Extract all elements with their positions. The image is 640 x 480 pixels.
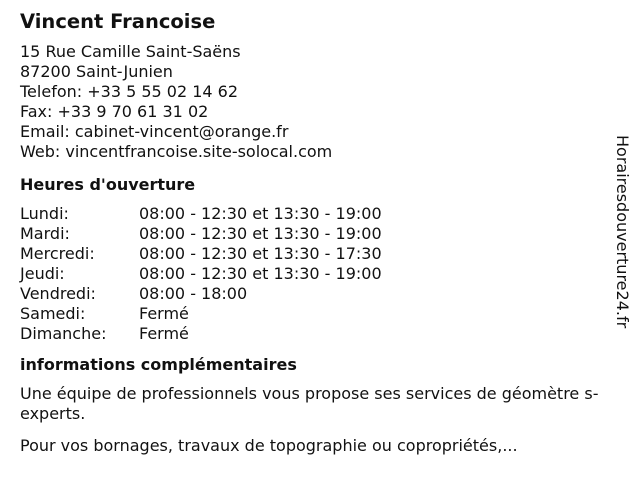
web-line: Web: vincentfrancoise.site-solocal.com [20,142,333,161]
hours-heading: Heures d'ouverture [20,175,196,194]
contact-block [20,42,620,162]
business-card [20,10,620,468]
info-paragraph: Pour vos bornages, travaux de topographie ou copropriétés,... [20,436,518,455]
hours-time: 08:00 - 18:00 [139,284,248,303]
hours-time: Fermé [139,304,189,323]
hours-row-monday [20,204,620,224]
hours-day: Lundi: [20,204,69,223]
hours-time: 08:00 - 12:30 et 13:30 - 19:00 [139,264,382,283]
hours-day: Vendredi: [20,284,96,303]
info-paragraph: Une équipe de professionnels vous propose ses services de géomètre s-experts. [20,384,599,423]
hours-row-tuesday [20,224,620,244]
fax-line: Fax: +33 9 70 61 31 02 [20,102,209,121]
business-name: Vincent Francoise [20,10,216,33]
hours-day: Mercredi: [20,244,95,263]
hours-day: Samedi: [20,304,86,323]
address-street: 15 Rue Camille Saint-Saëns [20,42,241,61]
info-heading: informations complémentaires [20,355,297,374]
hours-time: 08:00 - 12:30 et 13:30 - 19:00 [139,204,382,223]
phone-line: Telefon: +33 5 55 02 14 62 [20,82,239,101]
hours-row-saturday [20,304,620,324]
hours-row-wednesday [20,244,620,264]
hours-day: Mardi: [20,224,70,243]
email-line: Email: cabinet-vincent@orange.fr [20,122,289,141]
hours-day: Dimanche: [20,324,107,343]
hours-day: Jeudi: [20,264,65,283]
hours-row-thursday [20,264,620,284]
address-city: 87200 Saint-Junien [20,62,173,81]
hours-table [20,204,620,344]
hours-time: Fermé [139,324,189,343]
hours-row-sunday [20,324,620,344]
hours-time: 08:00 - 12:30 et 13:30 - 19:00 [139,224,382,243]
hours-row-friday [20,284,620,304]
site-watermark: Horairesdouverture24.fr [613,135,632,329]
hours-time: 08:00 - 12:30 et 13:30 - 17:30 [139,244,382,263]
